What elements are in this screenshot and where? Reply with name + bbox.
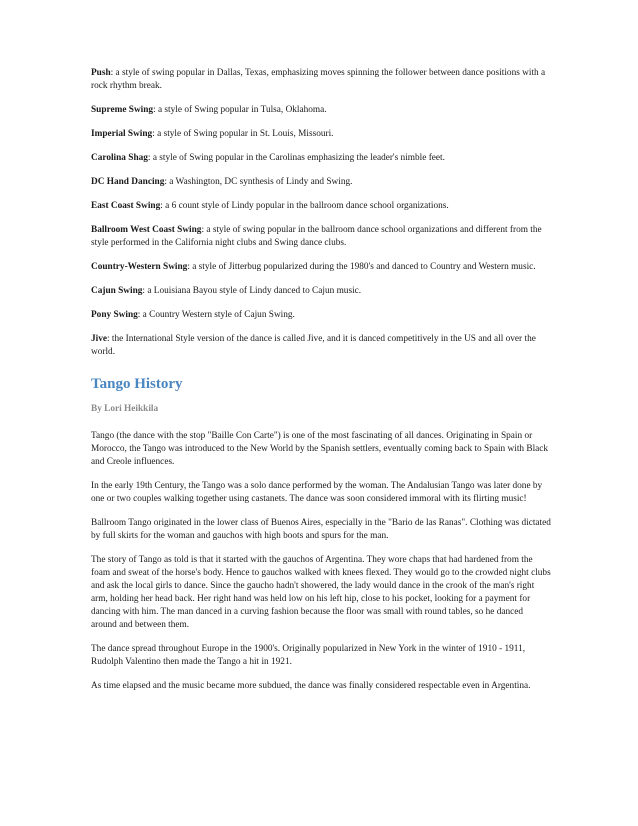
- definition-text: : a Washington, DC synthesis of Lindy and Swing.: [164, 177, 353, 187]
- definition-item: [91, 200, 551, 213]
- definition-term: Cajun Swing: [91, 286, 143, 296]
- definition-text: : the International Style version of the dance is called Jive, and it is danced competitively in the US and all over the world.: [91, 334, 536, 357]
- body-paragraph: Tango (the dance with the stop "Baille Con Carte") is one of the most fascinating of all dances. Originating in Spain or Morocco, the Tango was introduced to the New World by the Spanish settlers, eventually coming back to Spain with Black and Creole influences.: [91, 431, 549, 467]
- definition-text: : a Louisiana Bayou style of Lindy danced to Cajun music.: [142, 286, 362, 296]
- definition-text: : a style of swing popular in Dallas, Texas, emphasizing moves spinning the follower between dance positions with a rock rhythm break.: [91, 68, 546, 91]
- body-paragraph: As time elapsed and the music became more subdued, the dance was finally considered respectable even in Argentina.: [91, 681, 531, 691]
- definition-item: [91, 67, 551, 93]
- definition-term: DC Hand Dancing: [91, 177, 165, 187]
- definition-term: Pony Swing: [91, 310, 138, 320]
- definition-item: [91, 152, 551, 165]
- definition-text: : a style of swing popular in the ballroom dance school organizations and different from the style performed in the California night clubs and Swing dance clubs.: [91, 225, 542, 248]
- definition-term: Supreme Swing: [91, 105, 154, 115]
- body-paragraph: The story of Tango as told is that it started with the gauchos of Argentina. They wore chaps that had hardened from the foam and sweat of the horse's body. Hence to gauchos walked with knees flexed. They would go to the crowded night clubs and ask the local girls to dance. Since the gaucho hadn't showered, the lady would dance in the crook of the man's right arm, holding her head back. Her right hand was held low on his left hip, close to his pocket, looking for a payment for dancing with him. The man danced in a curving fashion because the floor was small with round tables, so he danced around and between them.: [91, 555, 551, 630]
- definition-item: [91, 128, 551, 141]
- definition-item: [91, 104, 551, 117]
- body-paragraph: Ballroom Tango originated in the lower class of Buenos Aires, especially in the "Bario de las Ranas". Clothing was dictated by full skirts for the woman and gauchos with high boots and spurs for the man.: [91, 518, 551, 541]
- definition-text: : a 6 count style of Lindy popular in the ballroom dance school organizations.: [160, 201, 449, 211]
- swing-styles-list: [91, 67, 551, 359]
- author-byline: By Lori Heikkila: [91, 404, 159, 414]
- definition-term: Country-Western Swing: [91, 262, 188, 272]
- definition-term: Carolina Shag: [91, 153, 148, 163]
- definition-text: : a style of Swing popular in the Carolinas emphasizing the leader's nimble feet.: [147, 153, 445, 163]
- definition-term: Imperial Swing: [91, 129, 153, 139]
- definition-text: : a style of Jitterbug popularized during the 1980's and danced to Country and Western music.: [187, 262, 536, 272]
- definition-term: Push: [91, 68, 111, 78]
- definition-item: [91, 176, 551, 189]
- definition-item: [91, 309, 551, 322]
- definition-text: : a style of Swing popular in St. Louis, Missouri.: [152, 129, 334, 139]
- document-page: [91, 67, 551, 693]
- definition-term: Ballroom West Coast Swing: [91, 225, 202, 235]
- body-paragraph: The dance spread throughout Europe in the 1900's. Originally popularized in New York in the winter of 1910 - 1911, Rudolph Valentino then made the Tango a hit in 1921.: [91, 644, 526, 667]
- body-paragraph: In the early 19th Century, the Tango was a solo dance performed by the woman. The Andalusian Tango was later done by one or two couples walking together using castanets. The dance was soon considered immoral with its flirting music!: [91, 481, 543, 504]
- article-body: [91, 430, 551, 693]
- definition-term: East Coast Swing: [91, 201, 161, 211]
- definition-item: [91, 333, 551, 359]
- definition-text: : a Country Western style of Cajun Swing.: [137, 310, 295, 320]
- definition-text: : a style of Swing popular in Tulsa, Oklahoma.: [153, 105, 327, 115]
- definition-item: [91, 285, 551, 298]
- definition-term: Jive: [91, 334, 108, 344]
- definition-item: [91, 224, 551, 250]
- section-heading: Tango History: [91, 376, 183, 392]
- definition-item: [91, 261, 551, 274]
